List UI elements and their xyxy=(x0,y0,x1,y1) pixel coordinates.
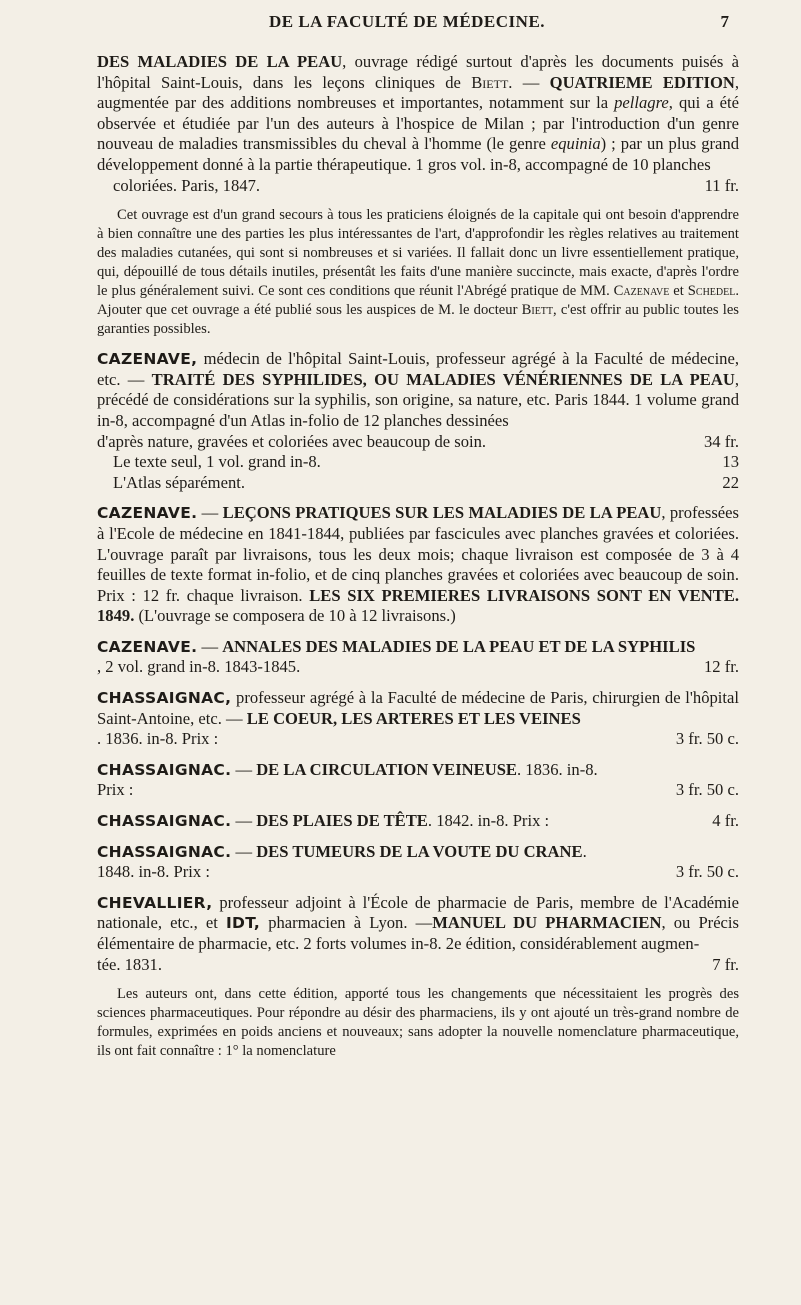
note-text: et xyxy=(669,283,688,300)
price-line xyxy=(97,176,739,197)
note-text: Cet ouvrage est d'un grand secours à tous les praticiens éloignés de la capitale qui ont besoin d'apprendre à bien connaître une des parties les plus intéressantes de l'art, d'approfondir les règles relatives au traitement des maladies cutanées, qui sont si nombreuses et si variées. Il fallait donc un livre essentiellement pratique, qui, dépouillé de tous détails inutiles, présentât les faits d'une manière succincte, mais exacte, d'après l'ordre le plus généralement suivi. Ce sont ces conditions que réunit l'Abrégé pratique de MM. xyxy=(97,207,739,300)
price-line xyxy=(97,955,739,976)
entry-title: ANNALES DES MALADIES DE LA PEAU ET DE LA SYPHILIS xyxy=(222,636,696,656)
entry-text: Prix : xyxy=(97,780,134,800)
entry-text: médecin de l'hôpital Saint-Louis, professeur agrégé à la Faculté de médecine, etc. — xyxy=(97,349,739,389)
entry-text: , précédé de considérations sur la syphilis, son origine, sa nature, etc. Paris 1844. 1 volume grand in-8, accompagné d'un Atlas in-folio de 12 planches dessinées xyxy=(97,369,739,430)
entry-title: TRAITÉ DES SYPHILIDES, OU MALADIES VÉNÉRIENNES DE LA PEAU xyxy=(151,369,735,389)
price: 12 fr. xyxy=(703,657,739,677)
price: 11 fr. xyxy=(704,175,739,195)
entry-note xyxy=(97,206,739,339)
entry-title: DES PLAIES DE TÊTE xyxy=(256,811,428,831)
price: 13 xyxy=(722,452,739,472)
price: 34 fr. xyxy=(703,431,739,451)
note-text: . Ajouter que cet ouvrage a été publié sous les auspices de M. le docteur xyxy=(97,283,739,319)
author-name: CAZENAVE. xyxy=(97,637,198,656)
entry-text: pharmacien à Lyon. — xyxy=(260,913,433,933)
entry-text: . xyxy=(582,841,587,861)
entry-text: professeur adjoint à l'École de pharmacie de Paris, membre de l'Académie nationale, etc., et xyxy=(97,892,739,933)
availability-notice: LES SIX PREMIERES LIVRAISONS SONT EN VENTE. 1849. xyxy=(97,585,739,626)
price: 22 xyxy=(722,472,739,492)
catalogue-text xyxy=(97,52,739,1071)
price: 7 fr. xyxy=(712,954,739,974)
author-name: CHASSAIGNAC. xyxy=(97,812,232,831)
author-name: CHASSAIGNAC. xyxy=(97,760,232,779)
price: 3 fr. 50 c. xyxy=(675,729,739,749)
page-header xyxy=(85,12,729,38)
entry-text: ) ; par un plus grand développement donné à la partie thérapeutique. 1 gros vol. in-8, accompagné de 10 planches xyxy=(97,134,739,174)
entry-text: professeur agrégé à la Faculté de médecine de Paris, chirurgien de l'hôpital Saint-Antoine, etc. — xyxy=(97,688,739,728)
entry-title: LE COEUR, LES ARTERES ET LES VEINES xyxy=(246,708,581,728)
price: 3 fr. 50 c. xyxy=(675,862,739,882)
entry-text: — xyxy=(231,759,257,779)
author-name: Biett xyxy=(521,302,554,319)
entry-tumeurs xyxy=(97,842,739,883)
entry-syphilides xyxy=(97,349,739,493)
author-name: Schedel xyxy=(687,283,736,300)
italic-term: equinia xyxy=(550,134,601,154)
entry-maladies-peau xyxy=(97,52,739,196)
entry-text: . 1842. in-8. Prix : xyxy=(427,811,550,831)
price-line xyxy=(97,729,739,750)
entry-coeur xyxy=(97,688,739,750)
entry-text: — xyxy=(197,636,223,656)
author-name: Biett xyxy=(471,72,509,92)
entry-text: , ouvrage rédigé surtout d'après les documents puisés à l'hôpital Saint-Louis, dans les leçons cliniques de xyxy=(97,52,739,92)
price-line xyxy=(97,657,739,678)
entry-title: DES MALADIES DE LA PEAU xyxy=(97,52,343,71)
author-name: CAZENAVE, xyxy=(97,350,198,369)
entry-text: 1848. in-8. Prix : xyxy=(97,862,210,882)
entry-text: — xyxy=(231,811,257,831)
author-name: IDT, xyxy=(225,914,261,933)
entry-circulation xyxy=(97,760,739,801)
note-text: , c'est offrir au public toutes les garanties possibles. xyxy=(97,302,739,338)
author-name: CHEVALLIER, xyxy=(97,893,213,912)
entry-text: tée. 1831. xyxy=(97,954,162,974)
entry-text: coloriées. Paris, 1847. xyxy=(113,175,261,195)
author-name: CAZENAVE. xyxy=(97,504,198,523)
price-line xyxy=(97,780,739,801)
price-line xyxy=(97,432,739,453)
author-name: CHASSAIGNAC. xyxy=(97,842,232,861)
entry-text: d'après nature, gravées et coloriées avec beaucoup de soin. xyxy=(97,431,487,451)
entry-text: . 1836. in-8. Prix : xyxy=(97,729,219,749)
entry-manuel-pharmacien xyxy=(97,893,739,975)
entry-text: . 1836. in-8. xyxy=(517,759,598,779)
entry-note: Les auteurs ont, dans cette édition, apporté tous les changements que nécessitaient les progrès des sciences pharmaceutiques. Pour répondre au désir des pharmaciens, ils y ont ajouté un très-grand nombre de formules, exprimées en poids anciens et nouveaux; sans adopter la nouvelle nomenclature pharmaceutique, ils ont fait connaître : 1° la nomenclature xyxy=(97,986,739,1060)
entry-title: LEÇONS PRATIQUES SUR LES MALADIES DE LA PEAU xyxy=(222,503,662,523)
entry-lecons-pratiques xyxy=(97,503,739,627)
entry-text: L'Atlas séparément. xyxy=(113,472,246,492)
entry-text: , ou Précis élémentaire de pharmacie, etc. 2 forts volumes in-8. 2e édition, considérablement augmen- xyxy=(97,913,739,953)
entry-text: , professées à l'Ecole de médecine en 1841-1844, publiées par fascicules avec planches gravées et coloriées. L'ouvrage paraît par livraisons, tous les deux mois; chaque livraison est composée de 3 à 4 feuilles de texte format in-folio, et de cinq planches gravées et coloriées avec beaucoup de soin. Prix : 12 fr. chaque livraison. xyxy=(97,503,739,605)
entry-text: , 2 vol. grand in-8. 1843-1845. xyxy=(97,657,301,677)
entry-text: , qui a été observée et étudiée par l'un des auteurs à l'hospice de Milan ; par l'introduction d'un genre nouveau de maladies transmissibles du cheval à l'homme (le genre xyxy=(97,93,739,154)
page-number: 7 xyxy=(720,12,729,31)
edition-label: QUATRIEME EDITION xyxy=(549,72,735,92)
author-name: Cazenave xyxy=(613,283,670,300)
author-name: CHASSAIGNAC, xyxy=(97,689,232,708)
entry-text: . — xyxy=(508,72,550,92)
entry-text: — xyxy=(231,841,257,861)
entry-plaies xyxy=(97,811,739,832)
entry-text: Le texte seul, 1 vol. grand in-8. xyxy=(113,452,321,472)
entry-title: DE LA CIRCULATION VEINEUSE xyxy=(256,759,517,779)
price: 4 fr. xyxy=(712,811,739,831)
entry-title: MANUEL DU PHARMACIEN xyxy=(432,913,662,933)
price: 3 fr. 50 c. xyxy=(675,780,739,800)
price-line xyxy=(97,473,739,494)
entry-text: (L'ouvrage se composera de 10 à 12 livraisons.) xyxy=(134,606,456,626)
italic-term: pellagre xyxy=(614,93,669,113)
price-line xyxy=(97,862,739,883)
price-line xyxy=(97,811,739,832)
entry-annales xyxy=(97,637,739,678)
entry-text: — xyxy=(197,503,223,523)
running-title: DE LA FACULTÉ DE MÉDECINE. xyxy=(268,12,546,31)
price-line xyxy=(97,452,739,473)
entry-title: DES TUMEURS DE LA VOUTE DU CRANE xyxy=(256,841,583,861)
entry-text: , augmentée par des additions nombreuses et importantes, notamment sur la xyxy=(97,72,739,113)
